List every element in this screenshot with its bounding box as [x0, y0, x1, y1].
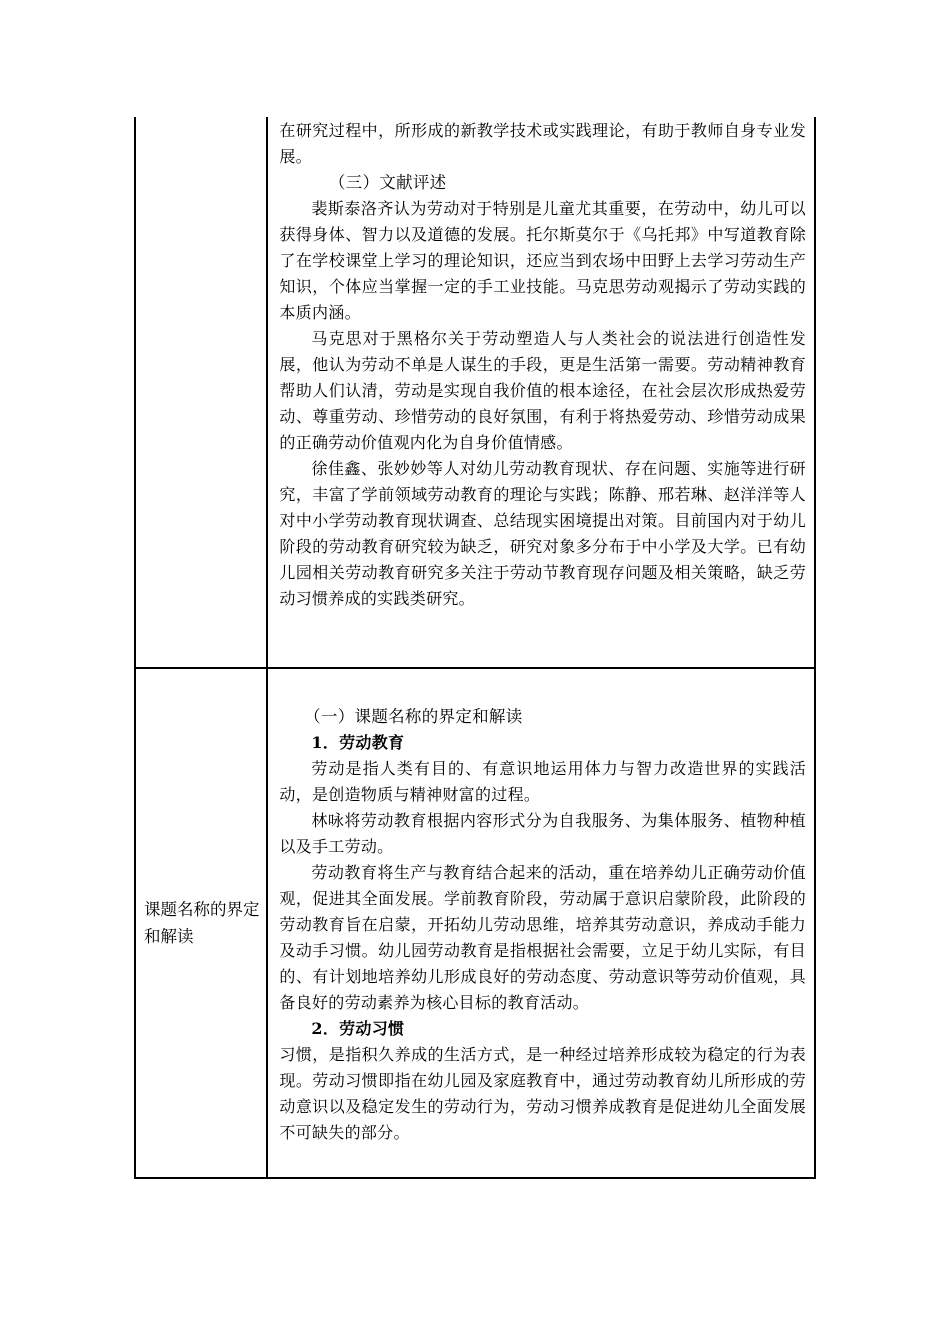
row-label-empty	[135, 117, 267, 668]
labor-habit-title: 2．劳动习惯	[311, 1019, 405, 1038]
form-table	[134, 117, 816, 1179]
definition-content-cell	[267, 668, 815, 1178]
intro-paragraph: 在研究过程中，所形成的新教学技术或实践理论，有助于教师自身专业发展。	[279, 121, 806, 166]
labor-habit-paragraph: 习惯，是指积久养成的生活方式，是一种经过培养形成较为稳定的行为表现。劳动习惯即指在幼儿园及家庭教育中，通过劳动教育幼儿所形成的劳动意识以及稳定发生的劳动行为，劳动习惯养成教育是促进幼儿全面发展不可缺失的部分。	[279, 1045, 806, 1142]
labor-education-paragraph-1: 劳动是指人类有目的、有意识地运用体力与智力改造世界的实践活动，是创造物质与精神财富的过程。	[279, 759, 806, 804]
labor-education-title: 1．劳动教育	[311, 733, 405, 752]
literature-review-heading: （三）文献评述	[328, 173, 447, 192]
labor-education-paragraph-3: 劳动教育将生产与教育结合起来的活动，重在培养幼儿正确劳动价值观，促进其全面发展。学前教育阶段，劳动属于意识启蒙阶段，此阶段的劳动教育旨在启蒙，开拓幼儿劳动思维，培养其劳动意识，养成动手能力及动手习惯。幼儿园劳动教育是指根据社会需要，立足于幼儿实际，有目的、有计划地培养幼儿形成良好的劳动态度、劳动意识等劳动价值观，具备良好的劳动素养为核心目标的教育活动。	[279, 863, 806, 1012]
row-label-definition: 课题名称的界定和解读	[135, 668, 267, 1178]
literature-paragraph-3: 徐佳鑫、张妙妙等人对幼儿劳动教育现状、存在问题、实施等进行研究，丰富了学前领域劳动教育的理论与实践；陈静、邢若琳、赵洋洋等人对中小学劳动教育现状调查、总结现实困境提出对策。目前国内对于幼儿阶段的劳动教育研究较为缺乏，研究对象多分布于中小学及大学。已有幼儿园相关劳动教育研究多关注于劳动节教育现存问题及相关策略，缺乏劳动习惯养成的实践类研究。	[279, 459, 806, 608]
definition-heading: （一）课题名称的界定和解读	[304, 707, 523, 726]
literature-paragraph-2: 马克思对于黑格尔关于劳动塑造人与人类社会的说法进行创造性发展，他认为劳动不单是人谋生的手段，更是生活第一需要。劳动精神教育帮助人们认清，劳动是实现自我价值的根本途径，在社会层次形成热爱劳动、尊重劳动、珍惜劳动的良好氛围，有利于将热爱劳动、珍惜劳动成果的正确劳动价值观内化为自身价值情感。	[279, 329, 806, 452]
labor-education-paragraph-2: 林咏将劳动教育根据内容形式分为自我服务、为集体服务、植物种植以及手工劳动。	[279, 811, 806, 856]
literature-content-cell	[267, 117, 815, 668]
literature-paragraph-1: 裴斯泰洛齐认为劳动对于特别是儿童尤其重要，在劳动中，幼儿可以获得身体、智力以及道德的发展。托尔斯莫尔于《乌托邦》中写道教育除了在学校课堂上学习的理论知识，还应当到农场中田野上去学习劳动生产知识，个体应当掌握一定的手工业技能。马克思劳动观揭示了劳动实践的本质内涵。	[279, 199, 806, 322]
table-row-definition	[135, 668, 815, 1178]
table-row-literature	[135, 117, 815, 668]
